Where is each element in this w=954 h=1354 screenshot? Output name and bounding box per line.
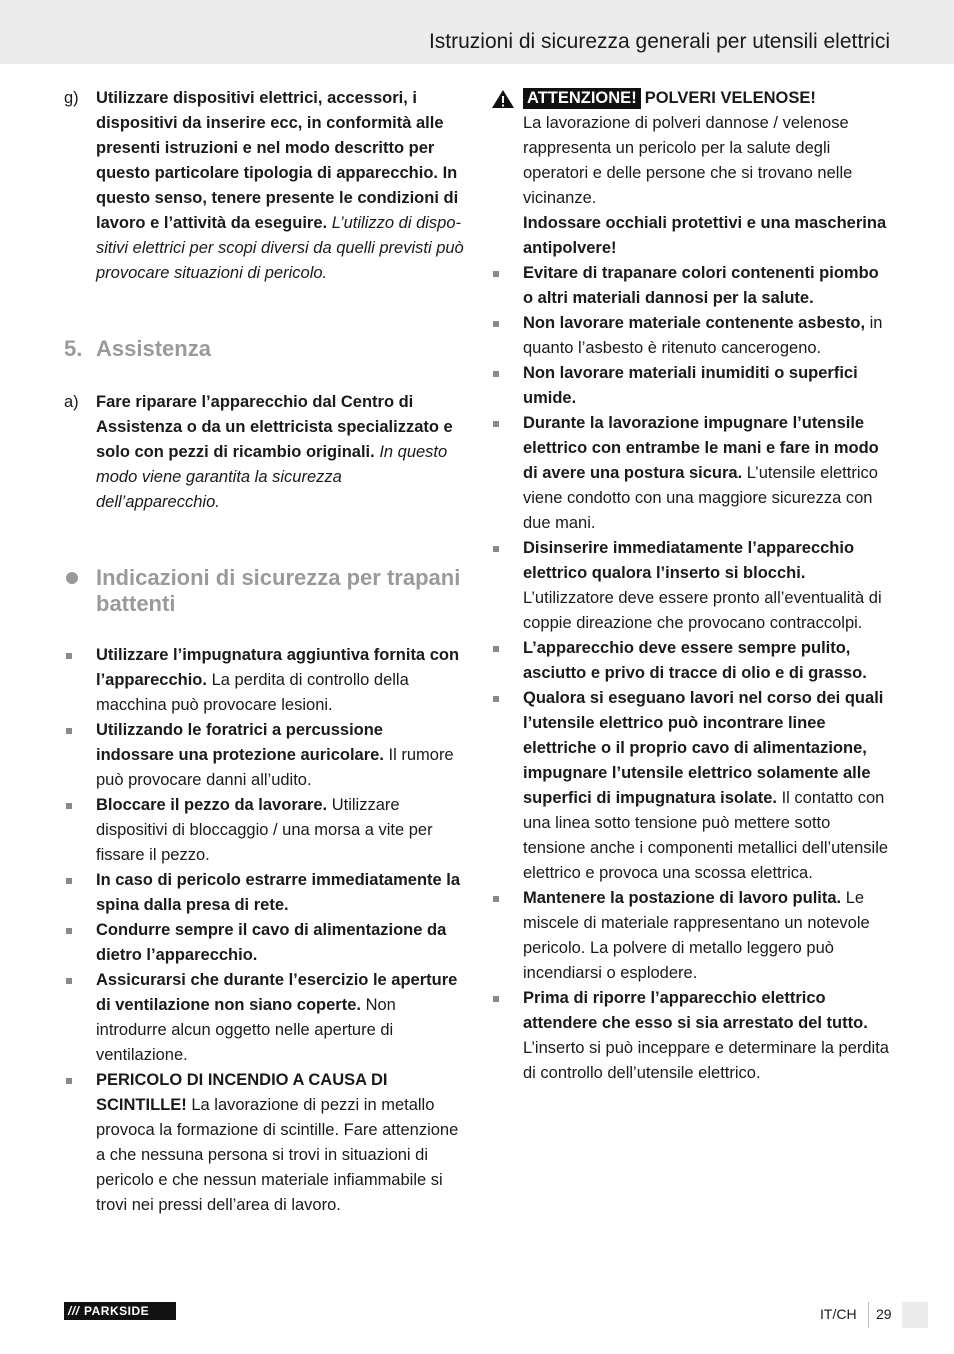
rule-bold-text: Fare riparare l’apparecchio dal Centro di Assistenza o da un elettricista specializzato e solo con pezzi di ricambio originali.: [96, 393, 453, 461]
list-item: Prima di riporre l’apparecchio elettrico attendere che esso si sia arrestato del tutto. L’inserto si può inceppare e determinare la perdita di controllo dell’utensile elettrico.: [491, 986, 891, 1086]
page-number: 29: [876, 1306, 892, 1322]
list-item: Durante la lavorazione impugnare l’utensile elettrico con entrambe le mani e fare in modo di avere una postura sicura. L’utensile elettrico viene condotto con una maggiore sicurezza con due mani.: [491, 411, 891, 536]
language-code: IT/CH: [820, 1306, 857, 1322]
rule-bold-text: Utilizzare dispositivi elettrici, accessori, i dispositivi da inserire ecc, in conformità alle presenti istruzioni e nel modo descritto per questo particolare tipologia di apparecchio. In questo senso, tenere presente le condizioni di lavoro e l’attività da eseguire.: [96, 89, 459, 232]
square-bullet-icon: [66, 978, 72, 984]
warning-triangle-icon: [491, 89, 515, 109]
list-item: Non lavorare materiale contenente asbesto, in quanto l’asbesto è ritenuto cancerogeno.: [491, 311, 891, 361]
list-item: PERICOLO DI INCENDIO A CAUSA DI SCINTILLE! La lavorazione di pezzi in metallo provoca la formazione di scintille. Fare attenzione a che nessuna persona si trovi in situazioni di pericolo e che nessun materiale infiammabile si trovi nei pressi dell’area di lavoro.: [64, 1068, 464, 1218]
warning-title: POLVERI VELENOSE!: [644, 89, 816, 107]
list-item: Evitare di trapanare colori contenenti piombo o altri materiali dannosi per la salute.: [491, 261, 891, 311]
list-item: Disinserire immediatamente l’apparecchio elettrico qualora l’inserto si blocchi. L’utilizzatore deve essere pronto all’eventualità di coppie direazione che provocano contraccolpi.: [491, 536, 891, 636]
rule-a: [64, 390, 464, 515]
square-bullet-icon: [66, 803, 72, 809]
square-bullet-icon: [66, 653, 72, 659]
rule-marker: a): [64, 393, 79, 411]
square-bullet-icon: [493, 371, 499, 377]
left-column: [64, 86, 464, 1218]
rule-marker: g): [64, 89, 79, 107]
rule-g: [64, 86, 464, 286]
page-title: Istruzioni di sicurezza generali per utensili elettrici: [428, 30, 890, 53]
right-column: [491, 86, 891, 1086]
warning-badge: ATTENZIONE!: [523, 88, 641, 109]
bullet-dot-icon: [66, 572, 78, 584]
square-bullet-icon: [493, 271, 499, 277]
list-item: Qualora si eseguano lavori nel corso dei quali l’utensile elettrico può incontrare linee elettriche o il proprio cavo di alimentazione, impugnare l’utensile elettrico solamente alle superfici di impugnatura isolate. Il contatto con una linea sotto tensione può mettere sotto tensione anche i componenti metallici dell’utensile elettrico e provoca una scossa elettrica.: [491, 686, 891, 886]
section-number: 5.: [64, 336, 83, 361]
square-bullet-icon: [493, 321, 499, 327]
page-tab-box: [902, 1302, 928, 1328]
warning-text: La lavorazione di polveri dannose / velenose rappresenta un pericolo per la salute degli operatori e delle persone che si trovano nelle vicinanze.: [523, 114, 853, 207]
section-drills-heading: [64, 565, 464, 617]
list-item: In caso di pericolo estrarre immediatamente la spina dalla presa di rete.: [64, 868, 464, 918]
square-bullet-icon: [493, 896, 499, 902]
square-bullet-icon: [66, 1078, 72, 1084]
brand-name: PARKSIDE: [84, 1304, 150, 1318]
square-bullet-icon: [493, 646, 499, 652]
square-bullet-icon: [493, 421, 499, 427]
logo-slashes-icon: ///: [68, 1304, 80, 1318]
footer-divider: [868, 1302, 869, 1328]
warning-block: [491, 86, 891, 261]
rule-italic-text: In questo modo viene garantita la sicurezza dell’apparecchio.: [96, 443, 448, 511]
square-bullet-icon: [493, 696, 499, 702]
list-item: Utilizzare l’impugnatura aggiuntiva fornita con l’apparecchio. La perdita di controllo della macchina può provocare lesioni.: [64, 643, 464, 718]
square-bullet-icon: [493, 546, 499, 552]
list-item: Non lavorare materiali inumiditi o superfici umide.: [491, 361, 891, 411]
drill-safety-list: [64, 643, 464, 1218]
square-bullet-icon: [493, 996, 499, 1002]
general-safety-list: [491, 261, 891, 1086]
warning-bold-text: Indossare occhiali protettivi e una mascherina antipolvere!: [523, 214, 887, 257]
list-item: Utilizzando le foratrici a percussione indossare una protezione auricolare. Il rumore può provocare danni all’udito.: [64, 718, 464, 793]
square-bullet-icon: [66, 928, 72, 934]
section-title: Indicazioni di sicurezza per trapani battenti: [96, 565, 461, 616]
square-bullet-icon: [66, 728, 72, 734]
list-item: Mantenere la postazione di lavoro pulita. Le miscele di materiale rappresentano un notevole pericolo. La polvere di metallo leggero può incendiarsi o esplodere.: [491, 886, 891, 986]
list-item: Bloccare il pezzo da lavorare. Utilizzare dispositivi di bloccaggio / una morsa a vite per fissare il pezzo.: [64, 793, 464, 868]
section-title: Assistenza: [96, 336, 211, 361]
list-item: L’apparecchio deve essere sempre pulito, asciutto e privo di tracce di olio e di grasso.: [491, 636, 891, 686]
list-item: Condurre sempre il cavo di alimentazione da dietro l’apparecchio.: [64, 918, 464, 968]
rule-italic-text: L’utilizzo di dispositivi elettrici per scopi diversi da quelli previsti può provocare situazioni di pericolo.: [96, 214, 464, 282]
brand-logo: [64, 1302, 176, 1320]
square-bullet-icon: [66, 878, 72, 884]
list-item: Assicurarsi che durante l’esercizio le aperture di ventilazione non siano coperte. Non introdurre alcun oggetto nelle aperture di ventilazione.: [64, 968, 464, 1068]
section-5-heading: [64, 336, 464, 362]
